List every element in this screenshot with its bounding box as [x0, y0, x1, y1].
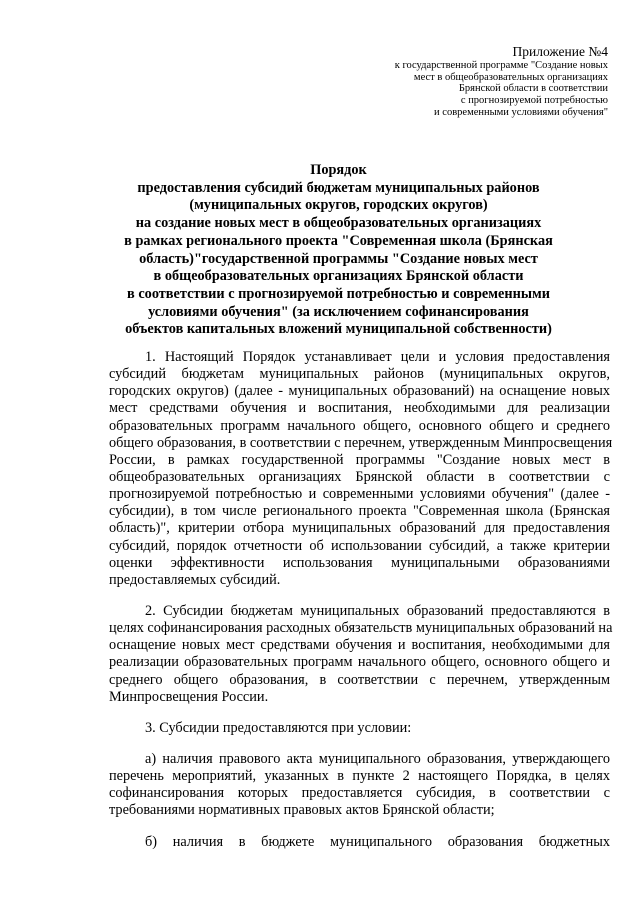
text-line: 1. Настоящий Порядок устанавливает цели и условия предоставления — [145, 349, 610, 365]
text-line: 2. Субсидии бюджетам муниципальных образований предоставляются в — [145, 602, 610, 619]
text-line: б) наличия в бюджете муниципального образования бюджетных — [145, 833, 610, 850]
title-line: Порядок — [310, 162, 367, 178]
text-line: реализации образовательных программ начального общего, основного общего и — [109, 654, 610, 671]
text-line: перечень мероприятий, указанных в пункте 2 настоящего Порядка, в целях — [109, 768, 610, 785]
text-line: оценки эффективности использования муниципальными образованиями — [109, 554, 610, 571]
text-line: целях софинансирования расходных обязательств муниципальных образований на — [109, 620, 613, 637]
text-line: область)", критерии отбора муниципальных образований для предоставления — [109, 520, 610, 537]
paragraph-3 — [73, 720, 610, 737]
text-line: прогнозируемой потребностью и современными условиями обучения" (далее - — [109, 486, 610, 503]
text-line: субсидий бюджетам муниципальных районов (муниципальных округов, — [109, 366, 610, 383]
title-line: условиями обучения" (за исключением софинансирования — [148, 303, 529, 320]
appendix-line: к государственной программе "Создание новых — [394, 60, 608, 71]
text-line: общеобразовательных организациях Брянской области в соответствии с — [109, 468, 610, 485]
title-line: в общеобразовательных организациях Брянской области — [153, 268, 524, 285]
paragraph-1 — [73, 349, 613, 589]
title-line: на создание новых мест в общеобразовательных организациях — [135, 215, 542, 232]
text-line: предоставляемых субсидий. — [109, 571, 281, 588]
text-line: общего образования, в соответствии с перечнем, утвержденным Минпросвещения — [109, 434, 613, 451]
document-body — [73, 349, 613, 851]
text-line: городских округов) (далее - муниципальных образований) на оснащение новых — [109, 383, 610, 400]
text-line: образовательных программ начального общего, основного общего и среднего — [109, 417, 610, 434]
title-line: в рамках регионального проекта "Современная школа (Брянская — [124, 232, 553, 249]
appendix-line: мест в общеобразовательных организациях — [413, 71, 608, 83]
text-line: Минпросвещения России. — [109, 688, 269, 705]
appendix-line: с прогнозируемой потребностью — [460, 95, 608, 107]
title-line: предоставления субсидий бюджетам муниципальных районов — [137, 179, 540, 196]
text-line: 3. Субсидии предоставляются при условии: — [145, 719, 412, 736]
title-line: в соответствии с прогнозируемой потребностью и современными — [127, 285, 550, 302]
appendix-line: Брянской области в соответствии — [458, 83, 608, 95]
text-line: оснащение новых мест средствами обучения и воспитания, необходимыми для — [109, 637, 610, 654]
text-line: а) наличия правового акта муниципального образования, утверждающего — [145, 750, 610, 767]
text-line: субсидий, порядок отчетности об использовании субсидий, а также критерии — [109, 537, 610, 554]
title-line: объектов капитальных вложений муниципальной собственности) — [125, 321, 552, 338]
text-line: субсидии), в том числе регионального проекта "Современная школа (Брянская — [109, 503, 610, 520]
paragraph-3b — [73, 834, 610, 851]
paragraph-3a — [73, 751, 610, 820]
appendix-header — [308, 44, 608, 119]
text-line: среднего общего образования, в соответствии с перечнем, утвержденным — [109, 671, 610, 688]
text-line: требованиями нормативных правовых актов Брянской области; — [109, 802, 495, 819]
title-line: (муниципальных округов, городских округов) — [189, 197, 488, 214]
text-line: софинансирования которых предоставляется субсидия, в соответствии с — [109, 785, 610, 802]
document-title — [60, 162, 617, 339]
appendix-line: и современными условиями обучения" — [434, 106, 608, 118]
paragraph-2 — [73, 602, 613, 706]
text-line: России, в рамках государственной программы "Создание новых мест в — [109, 451, 610, 468]
appendix-title: Приложение №4 — [512, 44, 608, 59]
title-line: область)"государственной программы "Создание новых мест — [139, 250, 538, 267]
text-line: мест средствами обучения и воспитания, необходимыми для реализации — [109, 400, 610, 417]
